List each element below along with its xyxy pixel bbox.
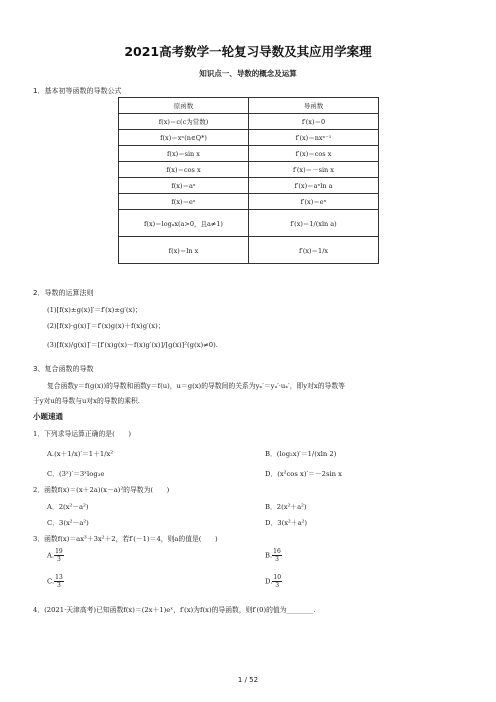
question-2-option-c: C．3(x²－a²) bbox=[47, 519, 89, 527]
denominator: 3 bbox=[275, 556, 279, 563]
question-1-option-b: B．(log₂x)′＝1/(xln 2) bbox=[265, 450, 337, 458]
question-1-option-c: C．(3ˣ)′＝3ˣlog₃e bbox=[47, 470, 105, 478]
table-cell: f′(x)＝1/(xln a) bbox=[249, 210, 379, 237]
denominator: 3 bbox=[275, 582, 280, 589]
table-cell: f(x)＝aˣ bbox=[119, 178, 249, 194]
page-title: 2021高考数学一轮复习导数及其应用学案理 bbox=[124, 44, 372, 59]
rule-product: (2)[f(x)·g(x)]′＝f′(x)g(x)＋f(x)g′(x)； bbox=[47, 322, 165, 330]
fraction bbox=[54, 574, 64, 589]
rule-quotient: (3)[f(x)/g(x)]′＝[f′(x)g(x)－f(x)g′(x)]/[g(x)]²(g(x)≠0). bbox=[47, 341, 218, 349]
table-cell: f(x)＝sin x bbox=[119, 146, 249, 162]
chain-rule-text-line2: 于y对u的导数与u对x的导数的乘积. bbox=[33, 397, 140, 405]
denominator: 3 bbox=[56, 556, 61, 563]
table-cell: f′(x)＝－sin x bbox=[249, 162, 379, 178]
option-label: B. bbox=[265, 551, 273, 560]
question-2-option-d: D．3(x²＋a²) bbox=[265, 519, 308, 527]
table-cell: f(x)＝c(c为常数) bbox=[119, 114, 249, 130]
table-row bbox=[119, 162, 379, 178]
table-header-row bbox=[119, 98, 379, 114]
section1-heading: 1．基本初等函数的导数公式 bbox=[33, 87, 122, 95]
table-cell: f′(x)＝eˣ bbox=[249, 194, 379, 210]
table-row bbox=[119, 210, 379, 237]
rule-sum: (1)[f(x)±g(x)]′＝f′(x)±g′(x)； bbox=[47, 306, 142, 314]
option-label: C. bbox=[47, 577, 55, 586]
table-cell: f(x)＝eˣ bbox=[119, 194, 249, 210]
question-1-option-a: A.(x＋1/x)′＝1＋1/x² bbox=[47, 450, 114, 458]
table-cell: f(x)＝xⁿ(n∈Q*) bbox=[119, 130, 249, 146]
fraction bbox=[54, 548, 64, 563]
question-2-option-b: B．2(x²＋a²) bbox=[265, 503, 307, 511]
knowledge-point-heading: 知识点一、导数的概念及运算 bbox=[199, 69, 297, 78]
table-row bbox=[119, 114, 379, 130]
question-3-option-c bbox=[47, 574, 64, 589]
numerator: 13 bbox=[55, 574, 63, 581]
table-header-original: 原函数 bbox=[119, 98, 249, 114]
table-row bbox=[119, 178, 379, 194]
table-cell: f′(x)＝0 bbox=[249, 114, 379, 130]
table-cell: f(x)＝ln x bbox=[119, 237, 249, 264]
question-4-stem: 4．(2021·天津高考)已知函数f(x)＝(2x＋1)eˣ，f′(x)为f(x)的导函数，则f′(0)的值为________. bbox=[33, 606, 316, 614]
denominator: 3 bbox=[57, 582, 61, 589]
page-number: 1 / 52 bbox=[237, 676, 259, 684]
question-3-option-d bbox=[265, 574, 282, 589]
table-cell: f′(x)＝cos x bbox=[249, 146, 379, 162]
table-cell: f(x)＝logₐx(a>0，且a≠1) bbox=[119, 210, 249, 237]
section3-heading: 3、复合函数的导数 bbox=[33, 365, 94, 373]
table-cell: f(x)＝cos x bbox=[119, 162, 249, 178]
section2-heading: 2．导数的运算法则 bbox=[33, 289, 94, 297]
question-3-stem: 3．函数f(x)＝ax³＋3x²＋2，若f′(－1)＝4，则a的值是( ) bbox=[33, 535, 218, 543]
numerator: 19 bbox=[55, 548, 63, 555]
question-1-option-d: D．(x²cos x)′＝－2sin x bbox=[265, 470, 342, 478]
option-label: A. bbox=[47, 551, 55, 560]
question-2-option-a: A．2(x²－a²) bbox=[47, 503, 89, 511]
question-3-option-a bbox=[47, 548, 64, 563]
table-cell: f′(x)＝nxⁿ⁻¹ bbox=[249, 130, 379, 146]
table-header-derivative: 导函数 bbox=[249, 98, 379, 114]
table-row bbox=[119, 130, 379, 146]
question-3-option-b bbox=[265, 548, 282, 563]
table-row bbox=[119, 146, 379, 162]
question-1-stem: 1．下列求导运算正确的是( ) bbox=[33, 430, 131, 438]
chain-rule-text-line1: 复合函数y＝f(g(x))的导数和函数y＝f(u)，u＝g(x)的导数间的关系为yₓ′＝yᵤ′·uₓ′，即y对x的导数等 bbox=[47, 382, 345, 390]
question-2-stem: 2．函数f(x)＝(x＋2a)(x－a)²的导数为( ) bbox=[33, 486, 170, 494]
table-row bbox=[119, 194, 379, 210]
option-label: D. bbox=[265, 577, 273, 586]
table-cell: f′(x)＝aˣln a bbox=[249, 178, 379, 194]
derivative-formula-table bbox=[118, 97, 379, 264]
numerator: 16 bbox=[273, 548, 281, 555]
table-cell: f′(x)＝1/x bbox=[249, 237, 379, 264]
practice-heading: 小题速通 bbox=[33, 412, 63, 421]
table-row bbox=[119, 237, 379, 264]
numerator: 10 bbox=[273, 574, 282, 581]
fraction bbox=[272, 574, 282, 589]
fraction bbox=[272, 548, 282, 563]
